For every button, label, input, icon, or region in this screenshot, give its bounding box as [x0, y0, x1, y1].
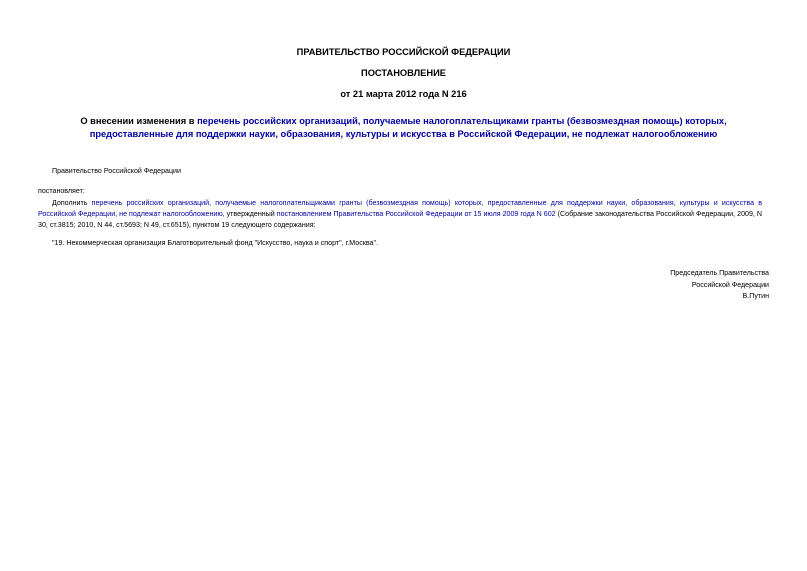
document-type: ПОСТАНОВЛЕНИЕ: [361, 68, 446, 78]
document-date-number: от 21 марта 2012 года N 216: [340, 89, 467, 99]
para-start: Дополнить: [52, 199, 92, 207]
document-title: [45, 115, 762, 141]
government-heading: ПРАВИТЕЛЬСТВО РОССИЙСКОЙ ФЕДЕРАЦИИ: [296, 47, 511, 57]
issuer-text: Правительство Российской Федерации: [52, 167, 181, 175]
para-mid: , утвержденный: [222, 210, 277, 219]
title-prefix: О внесении изменения в: [80, 116, 198, 126]
list-link[interactable]: перечень российских организаций, получаемые налогоплательщиками гранты (безвозмездная помощь) которых, предоставленные для поддержки науки, образования, культуры и искусства в Российской Федерации, не подлежат налогообложению: [38, 199, 762, 219]
signature-title: Председатель Правительства: [670, 269, 769, 277]
quoted-item-19: "19. Некоммерческая организация Благотворительный фонд "Искусство, наука и спорт", г.Москва".: [52, 239, 378, 247]
para-end: (Собрание законодательства Российской Федерации, 2009, N 30, ст.3815; 2010, N 44, ст.5693; N 49, ст.6515), пунктом 19 следующего содержания:: [38, 210, 763, 230]
signature-name: В.Путин: [742, 292, 769, 300]
signature-country: Российской Федерации: [691, 281, 769, 289]
main-paragraph: [38, 198, 762, 232]
title-list-link[interactable]: перечень российских организаций, получаемые налогоплательщиками гранты (безвозмездная помощь) которых, предоставленные для поддержки науки, образования, культуры и искусства в Российской Федерации, не подлежат налогообложению: [89, 116, 727, 139]
resolves-text: постановляет:: [38, 187, 85, 195]
resolution-602-link[interactable]: постановлением Правительства Российской Федерации от 15 июля 2009 года N 602: [276, 210, 556, 219]
